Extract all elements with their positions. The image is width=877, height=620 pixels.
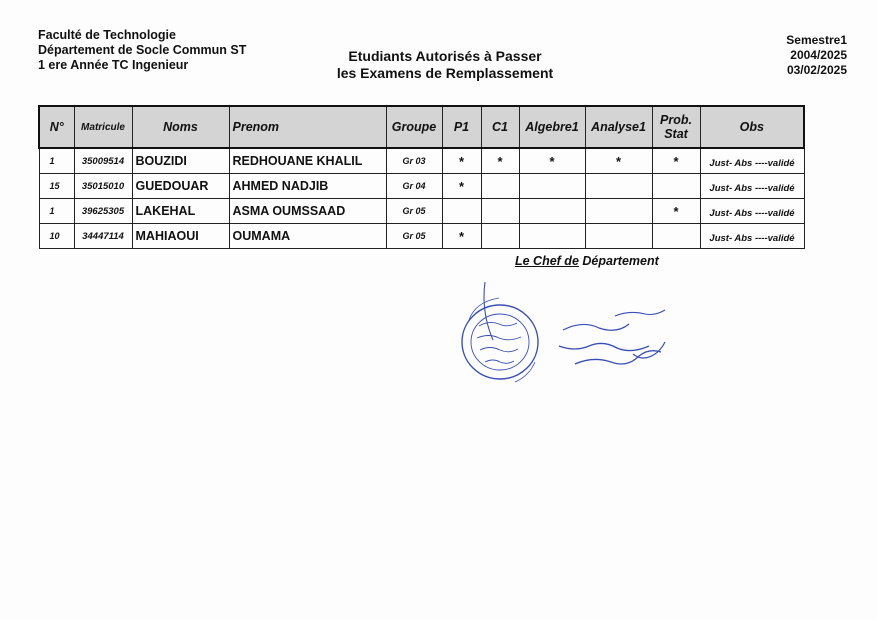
cell-obs: Just- Abs ----validé [700, 224, 804, 249]
cell-n: 15 [39, 174, 74, 199]
col-header-prenom: Prenom [229, 106, 386, 148]
cell-prenom: OUMAMA [229, 224, 386, 249]
cell-p1: * [442, 224, 481, 249]
semester-info [786, 33, 847, 78]
cell-algebre1 [519, 174, 585, 199]
prob-stat-label: Prob. Stat [660, 113, 692, 141]
title-line-2: les Examens de Remplassement [336, 65, 554, 81]
cell-p1 [442, 199, 481, 224]
cell-prob-stat: * [652, 199, 700, 224]
cell-c1 [481, 199, 519, 224]
department-name: Département de Socle Commun ST [38, 43, 247, 57]
cell-nom: MAHIAOUI [132, 224, 229, 249]
cell-groupe: Gr 05 [386, 224, 442, 249]
cell-matricule: 39625305 [74, 199, 132, 224]
col-header-prob-stat [652, 106, 700, 148]
cell-c1 [481, 174, 519, 199]
cell-c1 [481, 224, 519, 249]
table-row [39, 224, 804, 249]
students-table [38, 105, 805, 249]
signatory-title-rest: Département [578, 254, 659, 268]
document-title [300, 48, 590, 82]
cell-matricule: 35015010 [74, 174, 132, 199]
col-header-n: N° [39, 106, 74, 148]
title-line-1: Etudiants Autorisés à Passer [348, 48, 542, 64]
official-stamp-and-signature [455, 282, 685, 402]
cell-obs: Just- Abs ----validé [700, 174, 804, 199]
cell-algebre1: * [519, 148, 585, 174]
cell-n: 1 [39, 199, 74, 224]
table-header-row [39, 106, 804, 148]
col-header-obs: Obs [700, 106, 804, 148]
col-header-groupe: Groupe [386, 106, 442, 148]
cell-nom: BOUZIDI [132, 148, 229, 174]
semester-label: Semestre1 [786, 33, 847, 47]
cell-analyse1 [585, 199, 652, 224]
table-row [39, 174, 804, 199]
col-header-algebre1: Algebre1 [519, 106, 585, 148]
col-header-p1: P1 [442, 106, 481, 148]
cell-prenom: REDHOUANE KHALIL [229, 148, 386, 174]
signatory-title-underlined: Le Chef de [515, 254, 579, 268]
academic-year: 2004/2025 [790, 48, 847, 62]
signatory-title [515, 254, 659, 268]
cell-prenom: ASMA OUMSSAAD [229, 199, 386, 224]
cell-analyse1 [585, 224, 652, 249]
cell-n: 10 [39, 224, 74, 249]
cell-nom: GUEDOUAR [132, 174, 229, 199]
cell-obs: Just- Abs ----validé [700, 148, 804, 174]
cell-groupe: Gr 05 [386, 199, 442, 224]
cell-algebre1 [519, 199, 585, 224]
cell-obs: Just- Abs ----validé [700, 199, 804, 224]
cell-analyse1 [585, 174, 652, 199]
col-header-noms: Noms [132, 106, 229, 148]
cell-nom: LAKEHAL [132, 199, 229, 224]
cell-groupe: Gr 03 [386, 148, 442, 174]
cell-c1: * [481, 148, 519, 174]
col-header-c1: C1 [481, 106, 519, 148]
faculty-name: Faculté de Technologie [38, 28, 176, 42]
table-row [39, 199, 804, 224]
col-header-analyse1: Analyse1 [585, 106, 652, 148]
cell-algebre1 [519, 224, 585, 249]
year-label: 1 ere Année TC Ingenieur [38, 58, 189, 72]
cell-analyse1: * [585, 148, 652, 174]
cell-prob-stat [652, 174, 700, 199]
document-date: 03/02/2025 [786, 63, 847, 77]
col-header-matricule: Matricule [74, 106, 132, 148]
cell-groupe: Gr 04 [386, 174, 442, 199]
table-row [39, 148, 804, 174]
cell-prob-stat: * [652, 148, 700, 174]
cell-matricule: 34447114 [74, 224, 132, 249]
cell-p1: * [442, 174, 481, 199]
cell-matricule: 35009514 [74, 148, 132, 174]
cell-p1: * [442, 148, 481, 174]
cell-prenom: AHMED NADJIB [229, 174, 386, 199]
faculty-header [38, 28, 246, 73]
stamp-seal-icon [455, 282, 685, 402]
cell-prob-stat [652, 224, 700, 249]
cell-n: 1 [39, 148, 74, 174]
